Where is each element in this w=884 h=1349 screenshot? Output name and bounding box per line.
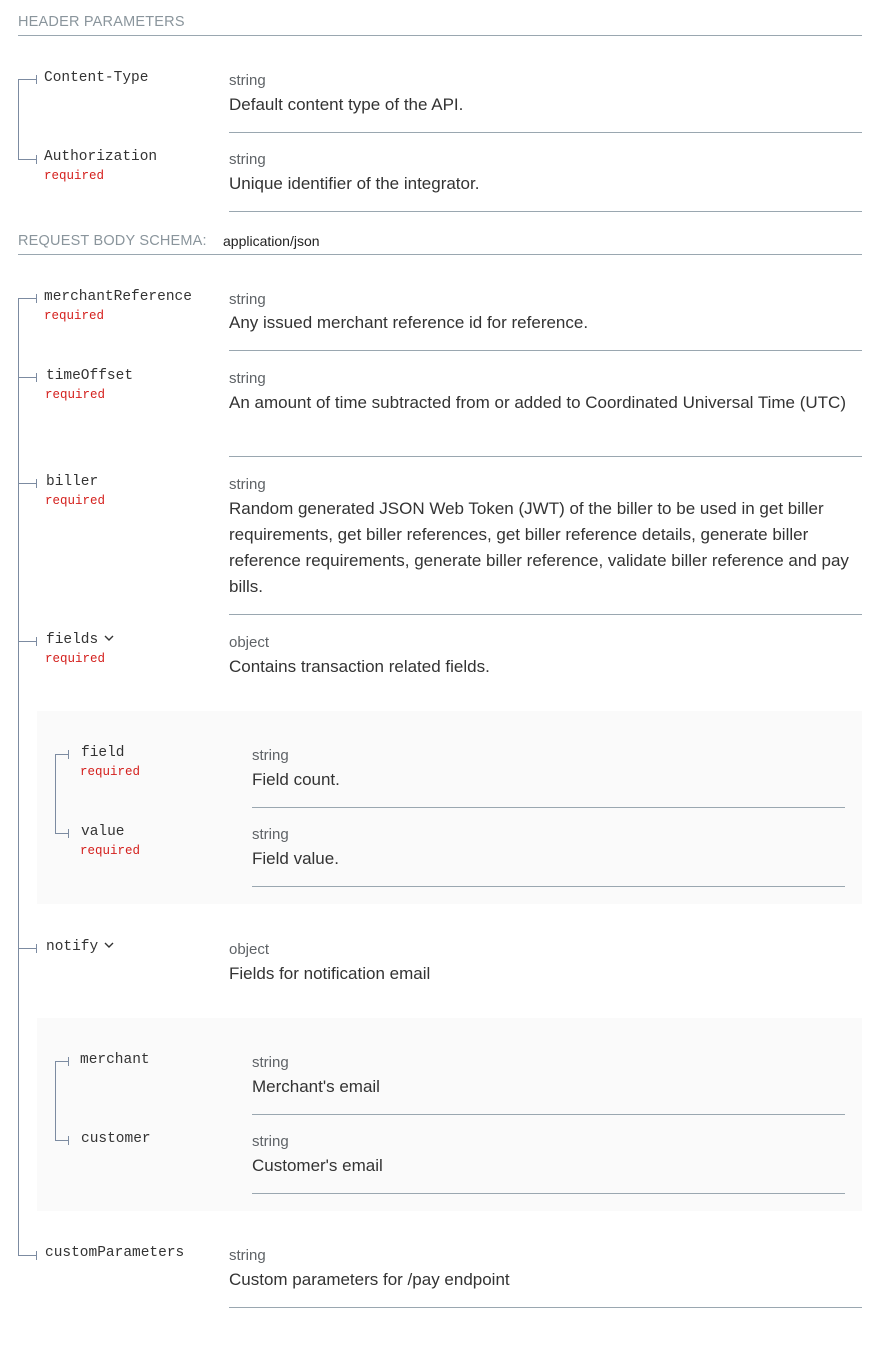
tree-tick — [36, 1251, 37, 1260]
tree-tick — [68, 829, 69, 838]
tree-branch — [18, 1255, 36, 1256]
param-type: string — [252, 1133, 289, 1150]
tree-branch — [18, 948, 36, 949]
param-type: string — [252, 826, 289, 843]
param-name-customer: customer — [81, 1131, 151, 1147]
required-label: required — [45, 652, 106, 666]
fields-toggle[interactable] — [46, 632, 114, 648]
row-divider — [252, 1114, 845, 1115]
tree-tick — [68, 750, 69, 759]
tree-tick — [36, 373, 37, 382]
param-name-fields: fields — [46, 632, 99, 648]
param-type: string — [252, 1054, 289, 1071]
param-type: string — [252, 747, 289, 764]
param-type: object — [229, 941, 270, 958]
tree-tick — [36, 944, 37, 953]
row-divider — [229, 132, 862, 133]
param-description: Field count. — [252, 770, 340, 789]
param-name-merchant-reference: merchantReference — [44, 289, 192, 305]
param-description: Custom parameters for /pay endpoint — [229, 1270, 510, 1289]
param-description: Fields for notification email — [229, 964, 431, 983]
tree-branch — [18, 298, 36, 299]
tree-tick — [36, 637, 37, 646]
request-body-title: REQUEST BODY SCHEMA: — [18, 233, 207, 249]
param-name-merchant: merchant — [80, 1052, 150, 1068]
param-name-time-offset: timeOffset — [46, 368, 134, 384]
tree-branch — [18, 377, 36, 378]
required-label: required — [44, 169, 105, 183]
notify-toggle[interactable] — [46, 939, 114, 955]
tree-tick — [36, 75, 37, 84]
row-divider — [229, 614, 862, 615]
tree-tick — [36, 479, 37, 488]
tree-tick — [68, 1057, 69, 1066]
tree-line — [18, 79, 19, 159]
tree-line — [55, 1061, 56, 1140]
tree-branch — [18, 79, 36, 80]
header-parameters-heading — [18, 0, 862, 36]
tree-line — [55, 754, 56, 833]
param-type: string — [229, 151, 266, 168]
row-divider — [229, 350, 862, 351]
param-name-authorization: Authorization — [44, 149, 158, 165]
param-description: Merchant's email — [252, 1077, 380, 1096]
param-type: string — [229, 1247, 266, 1264]
param-description: Contains transaction related fields. — [229, 657, 490, 676]
param-description: Default content type of the API. — [229, 95, 464, 114]
tree-branch — [55, 833, 68, 834]
tree-branch — [55, 1140, 68, 1141]
param-description: Random generated JSON Web Token (JWT) of the biller to be used in get biller requirements, get biller references, get biller reference details, generate biller reference requirements, generate biller reference, validate biller reference and pay bills. — [229, 499, 849, 596]
tree-branch — [18, 483, 36, 484]
param-description: An amount of time subtracted from or added to Coordinated Universal Time (UTC) — [229, 393, 846, 412]
row-divider — [252, 807, 845, 808]
tree-tick — [68, 1136, 69, 1145]
required-label: required — [80, 765, 141, 779]
param-name-value: value — [81, 824, 125, 840]
row-divider — [252, 886, 845, 887]
param-type: string — [229, 476, 266, 493]
param-type: string — [229, 370, 266, 387]
tree-branch — [55, 1061, 68, 1062]
param-name-field: field — [81, 745, 125, 761]
param-name-custom-parameters: customParameters — [45, 1245, 185, 1261]
tree-branch — [55, 754, 68, 755]
request-body-content-type: application/json — [223, 233, 320, 249]
tree-branch — [18, 159, 36, 160]
required-label: required — [45, 388, 106, 402]
chevron-down-icon — [104, 635, 114, 642]
row-divider — [229, 211, 862, 212]
tree-line — [18, 298, 19, 1255]
param-name-notify: notify — [46, 939, 99, 955]
chevron-down-icon — [104, 942, 114, 949]
required-label: required — [80, 844, 141, 858]
tree-tick — [36, 155, 37, 164]
param-type: string — [229, 291, 266, 308]
param-name-biller: biller — [46, 474, 99, 490]
row-divider — [229, 456, 862, 457]
row-divider — [252, 1193, 845, 1194]
param-name-content-type: Content-Type — [44, 70, 149, 86]
header-parameters-title: HEADER PARAMETERS — [18, 14, 185, 30]
param-type: object — [229, 634, 270, 651]
param-description: Customer's email — [252, 1156, 383, 1175]
param-description: Unique identifier of the integrator. — [229, 174, 480, 193]
required-label: required — [45, 494, 106, 508]
row-divider — [229, 1307, 862, 1308]
param-description: Field value. — [252, 849, 339, 868]
required-label: required — [44, 309, 105, 323]
request-body-heading — [18, 219, 862, 255]
tree-branch — [18, 641, 36, 642]
tree-tick — [36, 294, 37, 303]
param-type: string — [229, 72, 266, 89]
param-description: Any issued merchant reference id for reference. — [229, 313, 589, 332]
